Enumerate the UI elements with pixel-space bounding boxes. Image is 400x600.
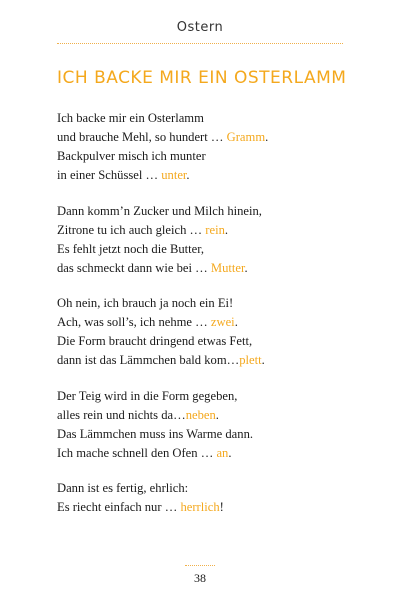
poem-line: Zitrone tu ich auch gleich … rein.: [57, 222, 229, 237]
poem-line: Es riecht einfach nur … herrlich!: [57, 500, 224, 514]
rhyme-answer: zwei: [210, 315, 235, 329]
poem-line: Backpulver misch ich munter: [57, 149, 206, 163]
page-number: 38: [194, 571, 206, 585]
rhyme-answer: an: [216, 445, 229, 460]
poem-title: ICH BACKE MIR EIN OSTERLAMM: [57, 68, 347, 88]
poem-line: Ach, was soll’s, ich nehme … zwei.: [57, 315, 238, 329]
rhyme-answer: rein: [205, 222, 225, 237]
poem-line: Dann ist es fertig, ehrlich:: [57, 481, 189, 495]
footer-divider: [185, 565, 215, 566]
rhyme-answer: Mutter: [210, 260, 245, 275]
poem-line: das schmeckt dann wie bei … Mutter.: [57, 260, 248, 275]
poem-line: Die Form braucht dringend etwas Fett,: [57, 334, 253, 348]
rhyme-answer: unter: [161, 168, 187, 182]
poem-line: dann ist das Lämmchen bald kom…plett.: [57, 353, 265, 367]
stanza: [57, 387, 357, 463]
header-divider: [57, 43, 343, 44]
poem-line: in einer Schüssel … unter.: [57, 168, 190, 182]
rhyme-answer: neben: [185, 407, 216, 422]
stanza: [57, 202, 357, 278]
stanza: [57, 294, 357, 370]
poem-line: Das Lämmchen muss ins Warme dann.: [57, 426, 254, 441]
chapter-header: Ostern: [176, 20, 224, 35]
rhyme-answer: Gramm: [226, 130, 266, 144]
poem-line: Der Teig wird in die Form gegeben,: [57, 388, 238, 403]
stanza: [57, 109, 357, 185]
stanza: [57, 479, 357, 517]
rhyme-answer: plett: [239, 353, 262, 367]
poem-line: alles rein und nichts da…neben.: [57, 407, 219, 422]
poem-body: [57, 109, 357, 534]
poem-line: Ich backe mir ein Osterlamm: [57, 111, 204, 125]
poem-line: Ich mache schnell den Ofen … an.: [57, 445, 232, 460]
poem-line: Oh nein, ich brauch ja noch ein Ei!: [57, 296, 234, 310]
rhyme-answer: herrlich: [180, 500, 220, 514]
poem-line: Es fehlt jetzt noch die Butter,: [57, 241, 205, 256]
poem-line: und brauche Mehl, so hundert … Gramm.: [57, 130, 269, 144]
poem-line: Dann komm’n Zucker und Milch hinein,: [57, 203, 262, 218]
